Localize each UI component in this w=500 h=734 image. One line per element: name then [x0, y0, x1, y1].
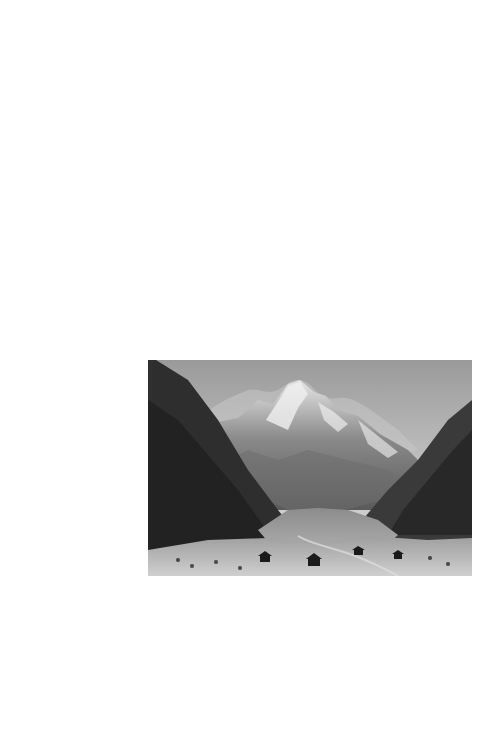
- photo-heiligkreuz-helsenhorn: [148, 360, 472, 576]
